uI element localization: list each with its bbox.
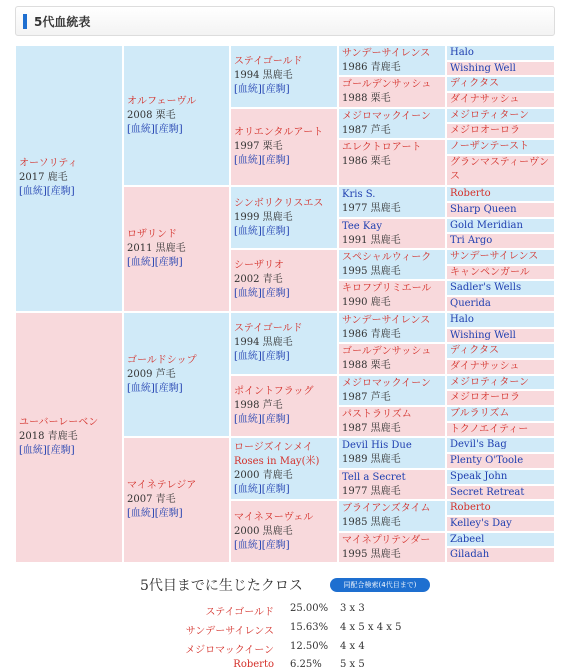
horse-birth-color: 1988 栗毛 <box>342 93 391 105</box>
pedigree-offspring-links[interactable]: [血統][産駒] <box>234 351 290 363</box>
pedigree-cell-gen5 <box>446 92 555 108</box>
horse-name-link[interactable]: サンデーサイレンス <box>450 251 539 263</box>
horse-name-link[interactable]: ステイゴールド <box>234 323 303 335</box>
horse-name-link[interactable]: パストラリズム <box>342 409 412 421</box>
header-accent-bar <box>23 14 27 29</box>
pedigree-cell-gen5 <box>446 359 555 375</box>
pedigree-cell-gen4 <box>338 406 446 437</box>
horse-birth-color: 1986 栗毛 <box>342 156 391 168</box>
pedigree-cell-gen3 <box>230 186 338 249</box>
horse-name-link[interactable]: Sharp Queen <box>450 203 517 215</box>
horse-name-link[interactable]: キャンペンガール <box>450 266 530 278</box>
horse-name-link[interactable]: Halo <box>450 313 474 325</box>
pedigree-cell-gen5 <box>446 280 555 296</box>
pedigree-cell-gen4 <box>338 218 446 249</box>
horse-birth-color: 2018 青鹿毛 <box>19 431 78 443</box>
pedigree-cell-gen3 <box>230 312 338 375</box>
cross-horse-name[interactable]: サンデーサイレンス <box>185 626 274 637</box>
horse-name-link[interactable]: メジロティターン <box>450 376 529 388</box>
pedigree-cell-gen4 <box>338 375 446 406</box>
pedigree-cell-gen5 <box>446 422 555 438</box>
pedigree-cell-gen5 <box>446 61 555 77</box>
horse-name-link[interactable]: Giladah <box>450 549 490 561</box>
horse-birth-color: 2009 芦毛 <box>127 368 176 380</box>
horse-name-link[interactable]: Devil's Bag <box>450 439 507 451</box>
horse-name-link[interactable]: メジロマックイーン <box>342 110 431 122</box>
pedigree-cell-gen3 <box>230 45 338 108</box>
horse-birth-color: 2007 青毛 <box>127 494 176 506</box>
pedigree-cell-gen3 <box>230 437 338 500</box>
horse-name-link[interactable]: Tell a Secret <box>342 471 406 483</box>
pedigree-cell-gen5 <box>446 233 555 249</box>
pedigree-cell-gen3 <box>230 108 338 186</box>
pedigree-cell-gen5 <box>446 343 555 359</box>
horse-name-link[interactable]: ゴールデンサッシュ <box>342 79 432 91</box>
pedigree-cell-gen2 <box>123 312 230 438</box>
section-header <box>15 6 555 36</box>
horse-name-link[interactable]: ゴールドシップ <box>127 354 197 366</box>
pedigree-offspring-links[interactable]: [血統][産駒] <box>234 414 290 426</box>
cross-percent: 15.63% <box>290 622 329 633</box>
pedigree-cell-gen5 <box>446 312 555 328</box>
pedigree-offspring-links[interactable]: [血統][産駒] <box>234 155 290 167</box>
horse-name-link[interactable]: Speak John <box>450 470 508 482</box>
same-mating-search-button[interactable]: 同配合検索(4代目まで) <box>330 578 430 592</box>
horse-name-link[interactable]: Wishing Well <box>450 329 516 341</box>
horse-birth-color: 1997 栗毛 <box>234 141 283 153</box>
pedigree-offspring-links[interactable]: [血統][産駒] <box>127 508 183 520</box>
horse-birth-color: 1998 芦毛 <box>234 400 283 412</box>
pedigree-cell-gen5 <box>446 500 555 516</box>
cross-percent: 25.00% <box>290 603 329 614</box>
pedigree-cell-gen5 <box>446 532 555 548</box>
horse-name-link[interactable]: Kris S. <box>342 189 376 201</box>
pedigree-cell-gen2 <box>123 437 230 563</box>
pedigree-cell-gen1 <box>15 312 123 563</box>
pedigree-offspring-links[interactable]: [血統][産駒] <box>127 257 183 269</box>
horse-birth-color: 2011 黒鹿毛 <box>127 243 186 255</box>
pedigree-cell-gen5 <box>446 437 555 453</box>
horse-name-link[interactable]: ディクタス <box>450 345 499 357</box>
pedigree-cell-gen4 <box>338 437 446 468</box>
pedigree-table <box>15 45 555 563</box>
horse-birth-color: 1994 黒鹿毛 <box>234 70 293 82</box>
pedigree-offspring-links[interactable]: [血統][産駒] <box>234 225 290 237</box>
horse-name-link[interactable]: トクノエイティー <box>450 423 529 435</box>
horse-birth-color: 1986 青鹿毛 <box>342 328 401 340</box>
horse-birth-color: 1985 黒鹿毛 <box>342 517 401 529</box>
horse-name-link[interactable]: ユーバーレーベン <box>19 417 99 429</box>
cross-title: 5代目までに生じたクロス <box>140 578 303 594</box>
horse-name-link[interactable]: サンデーサイレンス <box>342 314 431 326</box>
cross-row <box>150 603 480 619</box>
pedigree-offspring-links[interactable]: [血統][産駒] <box>234 288 290 300</box>
horse-name-link[interactable]: メジロオーロラ <box>450 125 520 137</box>
pedigree-cell-gen5 <box>446 76 555 92</box>
horse-name-link[interactable]: シンボリクリスエス <box>234 197 324 209</box>
horse-name-link[interactable]: ロージズインメイ Roses in May(米) <box>234 441 320 467</box>
pedigree-cell-gen4 <box>338 186 446 217</box>
pedigree-cell-gen4 <box>338 469 446 500</box>
horse-birth-color: 2000 黒鹿毛 <box>234 525 293 537</box>
pedigree-cell-gen5 <box>446 45 555 61</box>
horse-birth-color: 1991 黒鹿毛 <box>342 234 401 246</box>
horse-name-link[interactable]: オーソリティ <box>19 158 78 170</box>
pedigree-cell-gen4 <box>338 500 446 531</box>
pedigree-cell-gen5 <box>446 123 555 139</box>
horse-name-link[interactable]: ゴールデンサッシュ <box>342 346 432 358</box>
pedigree-cell-gen5 <box>446 547 555 563</box>
horse-name-link[interactable]: オルフェーヴル <box>127 95 197 107</box>
pedigree-cell-gen4 <box>338 45 446 76</box>
pedigree-cell-gen5 <box>446 186 555 202</box>
pedigree-cell-gen4 <box>338 249 446 280</box>
horse-birth-color: 1977 黒鹿毛 <box>342 485 401 497</box>
horse-name-link[interactable]: メジロティターン <box>450 109 529 121</box>
pedigree-cell-gen4 <box>338 532 446 563</box>
cross-horse-name[interactable]: メジロマックイーン <box>185 645 274 656</box>
horse-name-link[interactable]: ダイナサッシュ <box>450 94 520 106</box>
pedigree-cell-gen4 <box>338 280 446 311</box>
pedigree-cell-gen5 <box>446 516 555 532</box>
pedigree-cell-gen5 <box>446 265 555 281</box>
horse-name-link[interactable]: ダイナサッシュ <box>450 360 520 372</box>
pedigree-offspring-links[interactable]: [血統][産駒] <box>19 445 75 457</box>
horse-name-link[interactable]: ポイントフラッグ <box>234 386 314 398</box>
horse-birth-color: 1989 黒鹿毛 <box>342 454 401 466</box>
pedigree-cell-gen5 <box>446 469 555 485</box>
horse-birth-color: 2017 鹿毛 <box>19 172 68 184</box>
horse-name-link[interactable]: Querida <box>450 298 491 310</box>
horse-name-link[interactable]: スペシャルウィーク <box>342 252 432 264</box>
pedigree-cell-gen4 <box>338 312 446 343</box>
pedigree-cell-gen1 <box>15 45 123 312</box>
page-title: 5代血統表 <box>34 15 91 29</box>
cross-row <box>150 659 480 672</box>
pedigree-cell-gen5 <box>446 202 555 218</box>
pedigree-cell-gen5 <box>446 453 555 469</box>
horse-birth-color: 2000 青鹿毛 <box>234 469 293 481</box>
pedigree-cell-gen3 <box>230 249 338 312</box>
horse-name-link[interactable]: オリエンタルアート <box>234 127 324 139</box>
horse-name-link[interactable]: キロフプリミエール <box>342 283 432 295</box>
pedigree-cell-gen4 <box>338 139 446 186</box>
horse-name-link[interactable]: Roberto <box>450 188 491 200</box>
pedigree-cell-gen5 <box>446 249 555 265</box>
horse-birth-color: 1987 黒鹿毛 <box>342 423 401 435</box>
horse-birth-color: 2002 青毛 <box>234 274 283 286</box>
horse-name-link[interactable]: マイネヌーヴェル <box>234 511 314 523</box>
horse-birth-color: 2008 栗毛 <box>127 109 176 121</box>
pedigree-offspring-links[interactable]: [血統][産駒] <box>19 186 75 198</box>
horse-birth-color: 1988 栗毛 <box>342 360 391 372</box>
pedigree-cell-gen4 <box>338 76 446 107</box>
pedigree-cell-gen5 <box>446 406 555 422</box>
horse-name-link[interactable]: ノーザンテースト <box>450 141 529 153</box>
pedigree-cell-gen5 <box>446 139 555 155</box>
pedigree-offspring-links[interactable]: [血統][産駒] <box>234 483 290 495</box>
pedigree-cell-gen2 <box>123 186 230 312</box>
pedigree-cell-gen2 <box>123 45 230 186</box>
horse-birth-color: 1994 黒鹿毛 <box>234 337 293 349</box>
pedigree-cell-gen5 <box>446 296 555 312</box>
pedigree-cell-gen5 <box>446 485 555 501</box>
pedigree-offspring-links[interactable]: [血統][産駒] <box>234 539 290 551</box>
horse-name-link[interactable]: メジロオーロラ <box>450 392 520 404</box>
horse-name-link[interactable]: Devil His Due <box>342 440 412 452</box>
horse-name-link[interactable]: ディクタス <box>450 78 499 90</box>
pedigree-cell-gen5 <box>446 218 555 234</box>
cross-row <box>150 641 480 657</box>
cross-generations: 4 x 4 <box>340 641 365 652</box>
cross-percent: 12.50% <box>290 641 329 652</box>
horse-birth-color: 1987 芦毛 <box>342 124 391 136</box>
horse-name-link[interactable]: Secret Retreat <box>450 486 525 498</box>
horse-name-link[interactable]: ロザリンド <box>127 229 177 241</box>
cross-percent: 6.25% <box>290 659 322 670</box>
horse-name-link[interactable]: Plenty O'Toole <box>450 455 524 467</box>
horse-name-link[interactable]: Zabeel <box>450 533 485 545</box>
horse-name-link[interactable]: サンデーサイレンス <box>342 48 431 59</box>
horse-birth-color: 1986 青鹿毛 <box>342 62 401 73</box>
horse-name-link[interactable]: グランマスティーヴンス <box>450 156 549 182</box>
horse-name-link[interactable]: Roberto <box>450 502 491 514</box>
horse-name-link[interactable]: Sadler's Wells <box>450 282 522 294</box>
horse-name-link[interactable]: Gold Meridian <box>450 219 523 231</box>
horse-name-link[interactable]: Wishing Well <box>450 62 516 74</box>
horse-birth-color: 1995 黒鹿毛 <box>342 548 401 560</box>
cross-row <box>150 622 480 638</box>
horse-name-link[interactable]: Kelley's Day <box>450 517 512 529</box>
horse-name-link[interactable]: Tri Argo <box>450 235 493 247</box>
pedigree-cell-gen3 <box>230 500 338 563</box>
horse-birth-color: 1990 鹿毛 <box>342 297 391 309</box>
horse-birth-color: 1977 黒鹿毛 <box>342 203 401 215</box>
horse-name-link[interactable]: マイネテレジア <box>127 480 197 492</box>
cross-generations: 4 x 5 x 4 x 5 <box>340 622 402 633</box>
pedigree-offspring-links[interactable]: [血統][産駒] <box>234 84 290 96</box>
horse-name-link[interactable]: ブライアンズタイム <box>342 503 431 515</box>
pedigree-cell-gen5 <box>446 375 555 391</box>
horse-name-link[interactable]: マイネプリテンダー <box>342 534 431 546</box>
pedigree-cell-gen4 <box>338 343 446 374</box>
pedigree-cell-gen5 <box>446 108 555 124</box>
horse-name-link[interactable]: Tee Kay <box>342 220 382 232</box>
horse-name-link[interactable]: メジロマックイーン <box>342 377 431 389</box>
cross-horse-name[interactable]: Roberto <box>233 659 274 670</box>
horse-name-link[interactable]: エレクトロアート <box>342 142 422 154</box>
horse-birth-color: 1999 黒鹿毛 <box>234 211 293 223</box>
pedigree-cell-gen3 <box>230 375 338 438</box>
horse-birth-color: 1987 芦毛 <box>342 391 391 403</box>
pedigree-cell-gen4 <box>338 108 446 139</box>
horse-name-link[interactable]: シーザリオ <box>234 260 284 272</box>
pedigree-cell-gen5 <box>446 390 555 406</box>
pedigree-offspring-links[interactable]: [血統][産駒] <box>127 382 183 394</box>
pedigree-cell-gen5 <box>446 155 555 186</box>
cross-generations: 3 x 3 <box>340 603 365 614</box>
pedigree-cell-gen5 <box>446 328 555 344</box>
horse-birth-color: 1995 黒鹿毛 <box>342 266 401 278</box>
horse-name-link[interactable]: Halo <box>450 47 474 58</box>
cross-generations: 5 x 5 <box>340 659 365 670</box>
cross-horse-name[interactable]: ステイゴールド <box>205 607 274 618</box>
horse-name-link[interactable]: ブルラリズム <box>450 408 510 420</box>
horse-name-link[interactable]: ステイゴールド <box>234 56 303 68</box>
pedigree-offspring-links[interactable]: [血統][産駒] <box>127 123 183 135</box>
